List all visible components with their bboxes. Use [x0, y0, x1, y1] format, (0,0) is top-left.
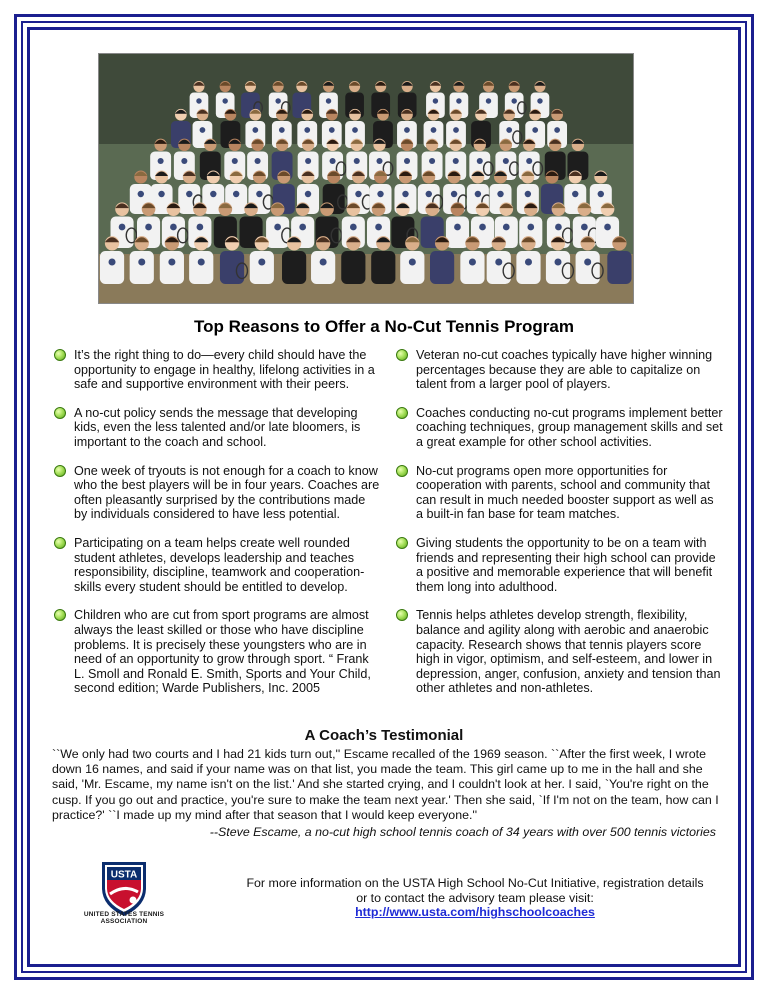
- reason-text: It’s the right thing to do—every child should have the opportunity to engage in healthy, lifelong activities in a safe and supportive environment with their peers.: [74, 348, 375, 392]
- green-bullet-icon: [54, 465, 66, 477]
- reason-text: Veteran no-cut coaches typically have higher winning percentages because they are able to capitalize on talent from a larger pool of players.: [416, 348, 713, 392]
- green-bullet-icon: [54, 407, 66, 419]
- green-bullet-icon: [396, 407, 408, 419]
- reason-item: [394, 406, 724, 464]
- green-bullet-icon: [396, 349, 408, 361]
- reason-item: [394, 536, 724, 608]
- testimonial-body: ``We only had two courts and I had 21 kids turn out,'' Escame recalled of the 1969 season. ``After the first week, I wrote down 16 names, and said if your name was on that list, you made the team. This girl came up to me in the hall and she said, 'Mr. Escame, my name isn't on the list.' And she started crying, and I couldn't look at her. I said, `You're right on the cusp. If you go out and practice, you're sure to make the team next year.' Then she said, `If I'm not on the team, how can I practice?' ``I made up my mind after that season that I would keep everyone.'': [52, 747, 719, 822]
- reason-item: [52, 406, 382, 464]
- green-bullet-icon: [396, 537, 408, 549]
- more-info-text: For more information on the USTA High School No-Cut Initiative, registration details or to contact the advisory team please visit:: [246, 876, 704, 905]
- reason-text: Giving students the opportunity to be on a team with friends and representing their high school can provide a positive and memorable experience that will benefit them long into adulthood.: [416, 535, 716, 594]
- reason-text: Coaches conducting no-cut programs implement better coaching techniques, group management skills and set a great example for other school activities.: [416, 405, 723, 449]
- reason-text: Participating on a team helps create well rounded student athletes, develops leadership and teaches responsibility, discipline, teamwork and cooperation-skills every student should be entitled to develop.: [74, 535, 365, 594]
- reason-text: No-cut programs open more opportunities for cooperation with parents, school and community that can result in much needed booster support as well as a built-in fan base for team matches.: [416, 463, 714, 522]
- usta-caption: UNITED STATES TENNIS ASSOCIATION: [83, 911, 165, 925]
- reason-item: [394, 608, 724, 710]
- team-photo-image: [99, 54, 633, 303]
- reason-text: Tennis helps athletes develop strength, flexibility, balance and agility along with aerobic and anaerobic capacity. Research shows that tennis players score high in vigor, optimism, and self-esteem, and lower in depression, anger, confusion, anxiety and tension than other athletes and non-athletes.: [416, 608, 721, 696]
- reason-text: A no-cut policy sends the message that developing kids, even the less talented and/or late bloomers, is important to the coach and school.: [74, 405, 361, 449]
- green-bullet-icon: [396, 465, 408, 477]
- usta-website-link[interactable]: http://www.usta.com/highschoolcoaches: [355, 905, 595, 920]
- page-title: Top Reasons to Offer a No-Cut Tennis Program: [193, 317, 574, 336]
- more-info: [240, 876, 710, 920]
- reason-item: [52, 464, 382, 536]
- green-bullet-icon: [396, 609, 408, 621]
- reason-item: [394, 348, 724, 406]
- reason-item: [394, 464, 724, 536]
- green-bullet-icon: [54, 349, 66, 361]
- reason-text: Children who are cut from sport programs are almost always the least skilled or those who have discipline problems. It is precisely these youngsters who are in need of an opportunity to grow through sport. “ Frank L. Smoll and Ronald E. Smith, Sports and Your Child, second edition; Warde Publishers, Inc. 2005: [74, 608, 371, 696]
- testimonial-heading: A Coach’s Testimonial: [304, 727, 464, 744]
- reason-item: [52, 608, 382, 710]
- green-bullet-icon: [54, 537, 66, 549]
- svg-text:USTA: USTA: [110, 869, 138, 881]
- reason-item: [52, 536, 382, 608]
- reasons-grid: [52, 348, 722, 710]
- reason-text: One week of tryouts is not enough for a coach to know who the best players will be in four years. Coaches are often pleasantly surprised by the contributions made by individuals considered to have less potential.: [74, 463, 380, 522]
- green-bullet-icon: [54, 609, 66, 621]
- reason-item: [52, 348, 382, 406]
- team-photo: [98, 53, 634, 304]
- testimonial-attribution: --Steve Escame, a no-cut high school tennis coach of 34 years with over 500 tennis victories: [209, 825, 716, 839]
